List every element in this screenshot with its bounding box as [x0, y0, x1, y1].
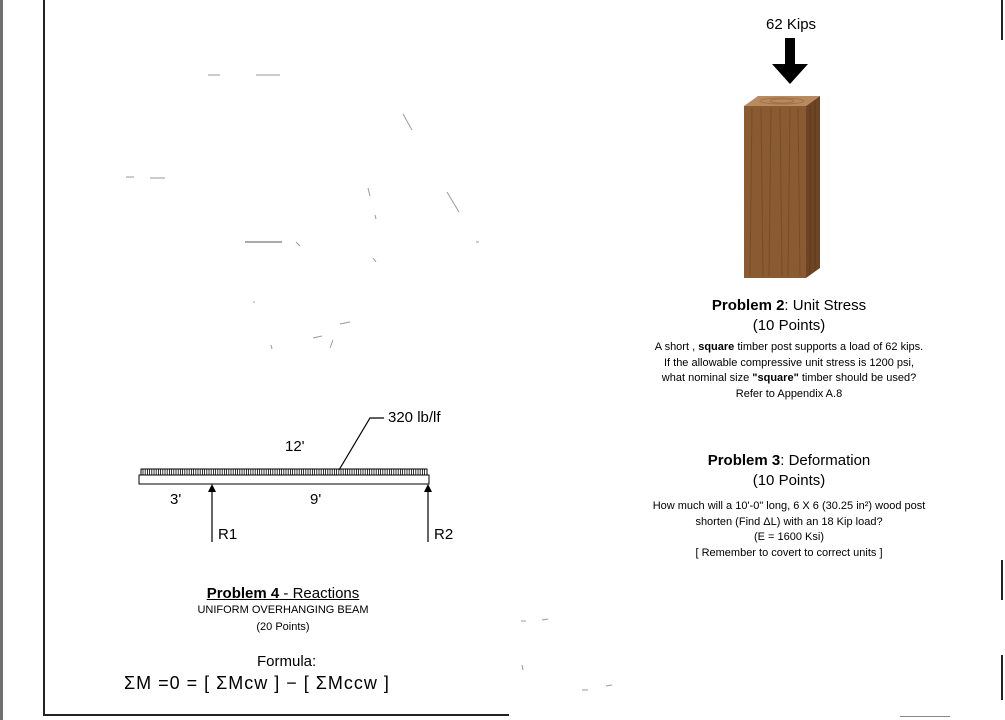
problem2-line4: Refer to Appendix A.8: [735, 387, 843, 400]
overhanging-beam-diagram: [139, 418, 432, 542]
problem4-subtitle: UNIFORM OVERHANGING BEAM: [197, 604, 369, 616]
formula-label: Formula:: [257, 653, 317, 670]
problem2-body: [624, 340, 954, 402]
moment-formula: ΣM =0 = [ ΣMcw ] − [ ΣMccw ]: [124, 673, 390, 693]
down-arrow-icon: [772, 38, 808, 84]
problem3-points: (10 Points): [752, 472, 826, 489]
load-62-kips-label: 62 Kips: [766, 16, 817, 33]
problem3-body: [624, 499, 954, 561]
problem3-title: [639, 452, 939, 469]
problem4-title-bold: Problem 4: [206, 585, 280, 602]
problem3-line3: (E = 1600 Ksi): [753, 531, 824, 543]
problem2-line1-bold: square: [698, 341, 735, 353]
problem2-line3-bold: "square": [752, 372, 799, 384]
problem2-title-rest: : Unit Stress: [784, 297, 867, 314]
uniform-load-label: 320 lb/lf: [388, 409, 441, 426]
beam: [139, 475, 429, 484]
r2-label: R2: [434, 526, 454, 543]
problem2-line1-b: timber post supports a load of 62 kips.: [734, 341, 924, 353]
r2-reaction-arrow: [424, 484, 432, 542]
problem2-line2: If the allowable compressive unit stress is 1200 psi,: [663, 356, 915, 369]
problem3-line2: shorten (Find ΔL) with an 18 Kip load?: [695, 515, 883, 528]
problem2-line3-b: timber should be used?: [798, 372, 917, 384]
r1-label: R1: [218, 526, 238, 543]
problem3-line4: [ Remember to covert to correct units ]: [695, 546, 883, 559]
problem3-line1: How much will a 10'-0" long, 6 X 6 (30.25 in²) wood post: [652, 500, 926, 512]
problem2-points: (10 Points): [752, 317, 826, 334]
span-12ft-label: 12': [285, 438, 305, 455]
problem2-line1: [624, 340, 954, 356]
problem2-line3: [624, 371, 954, 387]
problem4-points: (20 Points): [256, 621, 310, 633]
problem2-title-bold: Problem 2: [711, 297, 785, 314]
problem2-line1-a: A short ,: [654, 341, 699, 353]
timber-post-image: [744, 96, 820, 278]
load-leader-line: [339, 418, 384, 470]
problem3-title-rest: : Deformation: [780, 452, 871, 469]
problem4-title: [153, 585, 413, 602]
problem2-line3-a: what nominal size: [661, 372, 753, 384]
problem3-title-bold: Problem 3: [707, 452, 781, 469]
r1-reaction-arrow: [208, 484, 216, 542]
span-9ft-label: 9': [310, 491, 322, 508]
problem4-title-rest: - Reactions: [279, 585, 360, 602]
overhang-3ft-label: 3': [170, 491, 182, 508]
problem2-title: [639, 297, 939, 314]
